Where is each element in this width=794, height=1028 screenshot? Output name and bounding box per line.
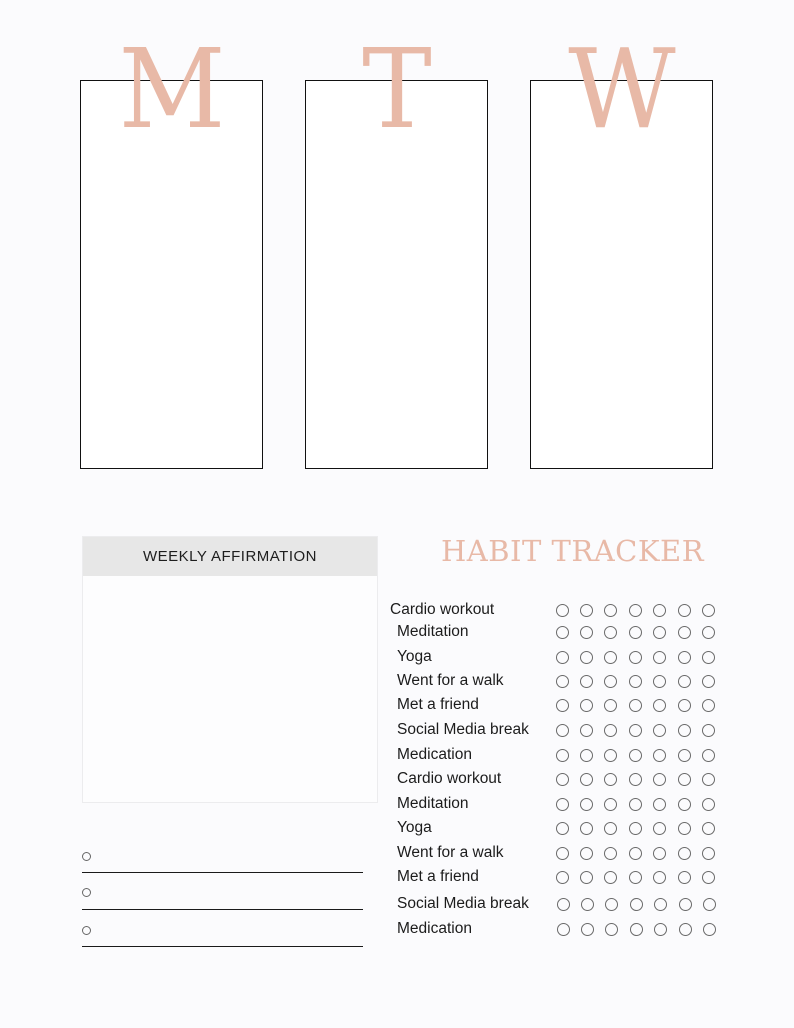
day-letter-monday: M: [118, 25, 226, 153]
habit-day-checkbox[interactable]: [604, 699, 617, 712]
habit-day-checkbox[interactable]: [604, 773, 617, 786]
habit-label: Cardio workout: [390, 601, 495, 618]
habit-day-checkbox[interactable]: [629, 724, 642, 737]
habit-day-checkbox[interactable]: [580, 822, 593, 835]
habit-label: Yoga: [397, 819, 432, 836]
habit-day-checkbox[interactable]: [604, 626, 617, 639]
habit-tracker-title: HABIT TRACKER: [441, 534, 705, 568]
habit-day-checkbox[interactable]: [702, 604, 715, 617]
habit-row: [0, 919, 794, 939]
habit-day-checkbox[interactable]: [604, 871, 617, 884]
habit-label: Medication: [397, 920, 472, 937]
habit-label: Met a friend: [397, 868, 479, 885]
habit-day-checkbox[interactable]: [630, 898, 643, 911]
habit-day-checkbox[interactable]: [630, 923, 643, 936]
habit-day-checkbox[interactable]: [629, 847, 642, 860]
habit-day-checkbox[interactable]: [557, 898, 570, 911]
todo-line-3[interactable]: [82, 946, 363, 947]
habit-day-checkbox[interactable]: [605, 923, 618, 936]
habit-day-checkbox[interactable]: [679, 898, 692, 911]
habit-day-checkbox[interactable]: [580, 699, 593, 712]
habit-label: Cardio workout: [397, 770, 502, 787]
habit-row: [0, 720, 794, 740]
habit-day-checkbox[interactable]: [653, 675, 666, 688]
habit-day-checkbox[interactable]: [653, 651, 666, 664]
habit-row: [0, 695, 794, 715]
habit-day-checkbox[interactable]: [653, 871, 666, 884]
habit-day-checkbox[interactable]: [629, 651, 642, 664]
habit-label: Social Media break: [397, 895, 529, 912]
habit-day-checkbox[interactable]: [605, 898, 618, 911]
weekly-affirmation-title: WEEKLY AFFIRMATION: [83, 537, 377, 576]
habit-row: [0, 794, 794, 814]
habit-day-checkbox[interactable]: [604, 847, 617, 860]
day-letter-tuesday: T: [362, 25, 432, 153]
habit-day-checkbox[interactable]: [629, 604, 642, 617]
habit-day-checkbox[interactable]: [604, 651, 617, 664]
habit-day-checkbox[interactable]: [580, 651, 593, 664]
habit-row: [0, 769, 794, 789]
habit-label: Meditation: [397, 795, 469, 812]
habit-day-checkbox[interactable]: [629, 749, 642, 762]
habit-day-checkbox[interactable]: [629, 798, 642, 811]
habit-day-checkbox[interactable]: [556, 724, 569, 737]
habit-day-checkbox[interactable]: [556, 798, 569, 811]
habit-day-checkbox[interactable]: [653, 604, 666, 617]
habit-day-checkbox[interactable]: [556, 626, 569, 639]
habit-day-checkbox[interactable]: [653, 773, 666, 786]
habit-day-checkbox[interactable]: [604, 724, 617, 737]
habit-day-checkbox[interactable]: [653, 798, 666, 811]
habit-row: [0, 745, 794, 765]
habit-day-checkbox[interactable]: [604, 675, 617, 688]
habit-day-checkbox[interactable]: [654, 898, 667, 911]
habit-label: Meditation: [397, 623, 469, 640]
habit-day-checkbox[interactable]: [653, 749, 666, 762]
habit-day-checkbox[interactable]: [604, 822, 617, 835]
habit-day-checkbox[interactable]: [678, 773, 691, 786]
habit-day-checkbox[interactable]: [629, 675, 642, 688]
habit-day-checkbox[interactable]: [702, 626, 715, 639]
habit-day-checkbox[interactable]: [580, 749, 593, 762]
habit-day-checkbox[interactable]: [557, 923, 570, 936]
habit-day-checkbox[interactable]: [629, 773, 642, 786]
habit-day-checkbox[interactable]: [702, 773, 715, 786]
habit-day-checkbox[interactable]: [678, 847, 691, 860]
habit-day-checkbox[interactable]: [679, 923, 692, 936]
habit-day-checkbox[interactable]: [702, 749, 715, 762]
habit-day-checkbox[interactable]: [604, 749, 617, 762]
habit-day-checkbox[interactable]: [653, 699, 666, 712]
habit-day-checkbox[interactable]: [556, 871, 569, 884]
habit-day-checkbox[interactable]: [702, 798, 715, 811]
habit-day-checkbox[interactable]: [604, 798, 617, 811]
habit-day-checkbox[interactable]: [653, 724, 666, 737]
habit-day-checkbox[interactable]: [556, 749, 569, 762]
habit-day-checkbox[interactable]: [678, 651, 691, 664]
habit-day-checkbox[interactable]: [703, 898, 716, 911]
habit-row: [0, 894, 794, 914]
habit-day-checkbox[interactable]: [629, 699, 642, 712]
habit-day-checkbox[interactable]: [653, 822, 666, 835]
habit-day-checkbox[interactable]: [678, 675, 691, 688]
habit-label: Yoga: [397, 648, 432, 665]
habit-day-checkbox[interactable]: [678, 749, 691, 762]
habit-day-checkbox[interactable]: [629, 626, 642, 639]
habit-day-checkbox[interactable]: [556, 651, 569, 664]
day-letter-wednesday: W: [568, 25, 676, 153]
habit-row: [0, 867, 794, 887]
habit-day-checkbox[interactable]: [702, 651, 715, 664]
habit-label: Met a friend: [397, 696, 479, 713]
habit-row: [0, 818, 794, 838]
habit-day-checkbox[interactable]: [629, 822, 642, 835]
habit-day-checkbox[interactable]: [556, 847, 569, 860]
habit-day-checkbox[interactable]: [556, 675, 569, 688]
habit-day-checkbox[interactable]: [678, 699, 691, 712]
habit-row: [0, 600, 794, 620]
habit-day-checkbox[interactable]: [653, 847, 666, 860]
habit-day-checkbox[interactable]: [702, 675, 715, 688]
habit-label: Went for a walk: [397, 844, 504, 861]
habit-label: Social Media break: [397, 721, 529, 738]
habit-day-checkbox[interactable]: [678, 604, 691, 617]
habit-day-checkbox[interactable]: [702, 871, 715, 884]
habit-day-checkbox[interactable]: [629, 871, 642, 884]
habit-day-checkbox[interactable]: [653, 626, 666, 639]
habit-day-checkbox[interactable]: [580, 604, 593, 617]
habit-day-checkbox[interactable]: [678, 798, 691, 811]
habit-day-checkbox[interactable]: [580, 798, 593, 811]
habit-day-checkbox[interactable]: [580, 675, 593, 688]
habit-day-checkbox[interactable]: [580, 773, 593, 786]
habit-day-checkbox[interactable]: [556, 773, 569, 786]
habit-row: [0, 647, 794, 667]
habit-row: [0, 622, 794, 642]
habit-day-checkbox[interactable]: [581, 923, 594, 936]
habit-day-checkbox[interactable]: [702, 822, 715, 835]
habit-row: [0, 671, 794, 691]
habit-day-checkbox[interactable]: [604, 604, 617, 617]
habit-day-checkbox[interactable]: [580, 847, 593, 860]
habit-day-checkbox[interactable]: [581, 898, 594, 911]
habit-label: Medication: [397, 746, 472, 763]
habit-day-checkbox[interactable]: [580, 724, 593, 737]
habit-day-checkbox[interactable]: [654, 923, 667, 936]
habit-day-checkbox[interactable]: [678, 871, 691, 884]
habit-day-checkbox[interactable]: [678, 626, 691, 639]
habit-day-checkbox[interactable]: [678, 822, 691, 835]
habit-day-checkbox[interactable]: [702, 699, 715, 712]
habit-day-checkbox[interactable]: [556, 604, 569, 617]
habit-day-checkbox[interactable]: [703, 923, 716, 936]
habit-day-checkbox[interactable]: [580, 871, 593, 884]
habit-day-checkbox[interactable]: [580, 626, 593, 639]
habit-day-checkbox[interactable]: [702, 847, 715, 860]
habit-day-checkbox[interactable]: [678, 724, 691, 737]
habit-day-checkbox[interactable]: [556, 699, 569, 712]
habit-row: [0, 843, 794, 863]
habit-day-checkbox[interactable]: [556, 822, 569, 835]
habit-day-checkbox[interactable]: [702, 724, 715, 737]
habit-label: Went for a walk: [397, 672, 504, 689]
